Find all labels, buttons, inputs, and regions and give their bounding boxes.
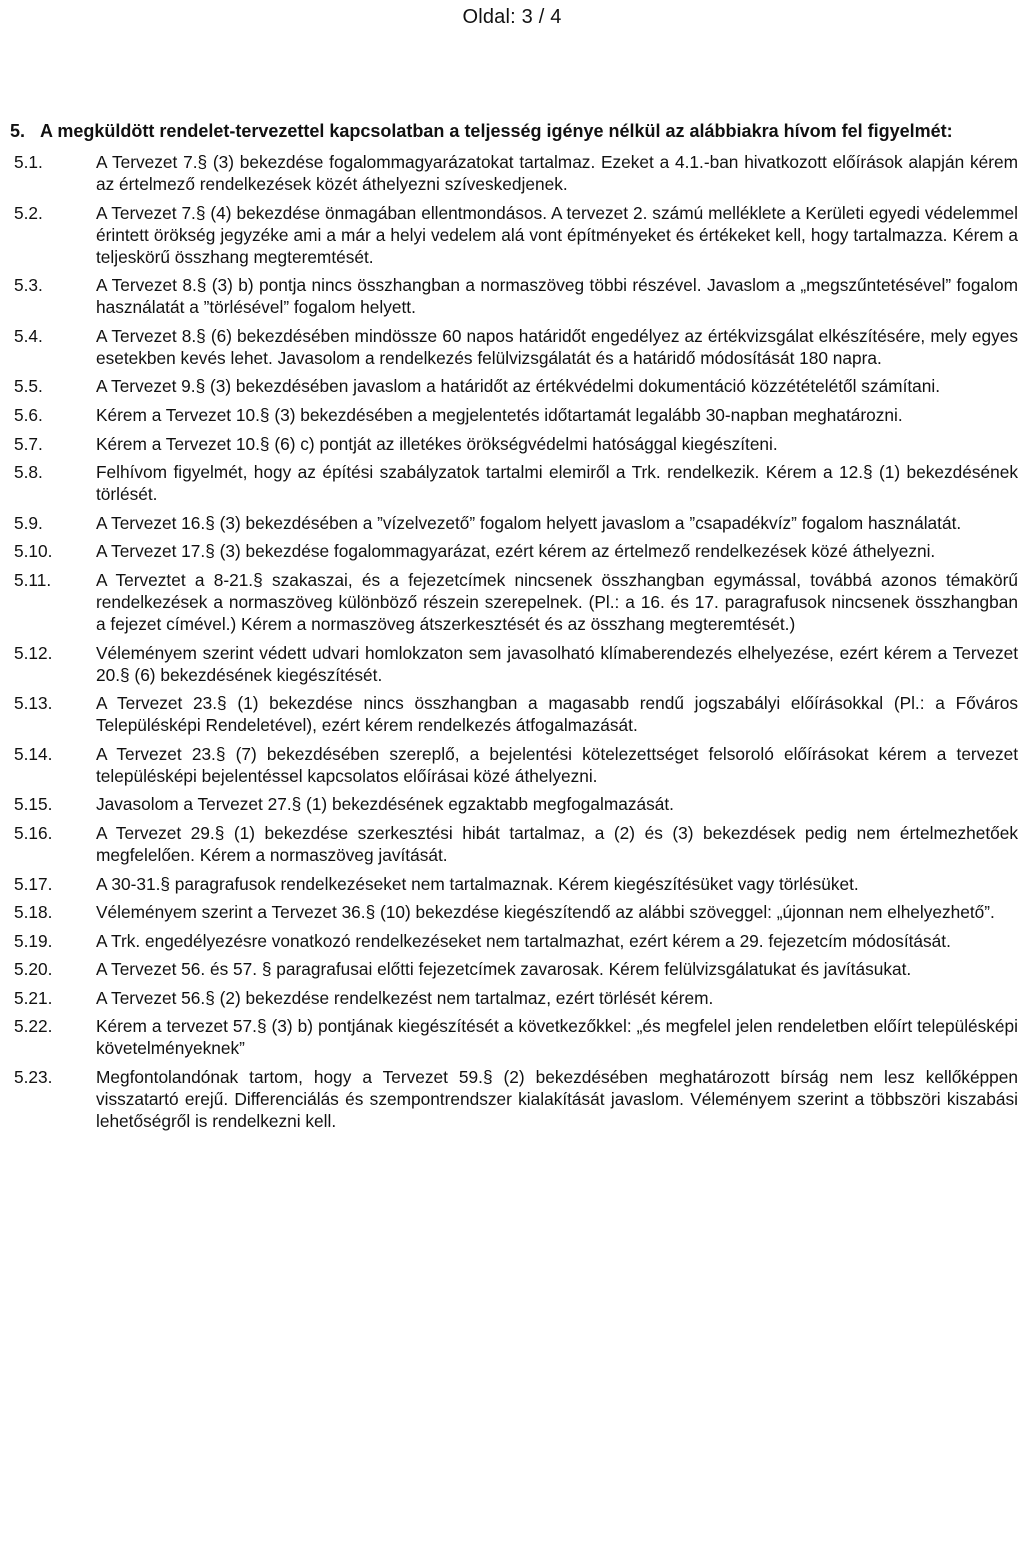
item-text: Kérem a Tervezet 10.§ (6) c) pontját az illetékes örökségvédelmi hatósággal kiegészíteni. xyxy=(96,433,778,454)
list-item xyxy=(10,873,1018,895)
list-item xyxy=(10,692,1018,736)
item-text: A Tervezet 23.§ (1) bekezdése nincs összhangban a magasabb rendű jogszabályi előírásokkal (Pl.: a Főváros Településképi Rendeletével), ezért kérem rendelkezés átfogalmazását. xyxy=(96,693,1018,736)
list-item xyxy=(10,404,1018,426)
item-number: 5.7. xyxy=(14,433,43,454)
comment-list xyxy=(10,151,1018,1132)
item-number: 5.17. xyxy=(14,873,53,894)
item-text: A Tervezet 9.§ (3) bekezdésében javaslom a határidőt az értékvédelmi dokumentáció közzétételétől számítani. xyxy=(96,376,941,397)
list-item xyxy=(10,461,1018,505)
item-text: Véleményem szerint védett udvari homlokzaton sem javasolható klímaberendezés elhelyezése, ezért kérem a Tervezet 20.§ (6) bekezdésének kiegészítését. xyxy=(96,642,1018,685)
list-item xyxy=(10,569,1018,635)
page-number: Oldal: 3 / 4 xyxy=(462,6,562,28)
item-text: Kérem a tervezet 57.§ (3) b) pontjának kiegészítését a következőkkel: „és megfelel jelen rendeletben előírt településképi követelményeknek” xyxy=(96,1016,1018,1059)
list-item xyxy=(10,642,1018,686)
list-item xyxy=(10,325,1018,369)
list-item xyxy=(10,202,1018,268)
list-item xyxy=(10,743,1018,787)
item-number: 5.13. xyxy=(14,693,53,714)
item-text: A 30-31.§ paragrafusok rendelkezéseket nem tartalmaznak. Kérem kiegészítésüket vagy törlésüket. xyxy=(96,873,859,894)
list-item xyxy=(10,375,1018,397)
item-text: Felhívom figyelmét, hogy az építési szabályzatok tartalmi elemiről a Trk. rendelkezik. Kérem a 12.§ (1) bekezdésének törlését. xyxy=(96,462,1018,505)
section-title: A megküldött rendelet-tervezettel kapcsolatban a teljesség igénye nélkül az alábbiakra hívom fel figyelmét: xyxy=(40,121,953,141)
item-text: A Tervezet 8.§ (3) b) pontja nincs összhangban a normaszöveg többi részével. Javaslom a „megszűntetésével” fogalom használatát a ”törlésével” fogalom helyett. xyxy=(96,275,1018,318)
item-text: A Tervezet 7.§ (3) bekezdése fogalommagyarázatokat tartalmaz. Ezeket a 4.1.-ban hivatkozott előírások alapján kérem az értelmező rendelkezések közét áthelyezni szíveskedjenek. xyxy=(96,152,1018,194)
item-text: A Tervezet 56. és 57. § paragrafusai előtti fejezetcímek zavarosak. Kérem felülvizsgálatukat és javításukat. xyxy=(96,959,912,980)
list-item xyxy=(10,822,1018,866)
list-item xyxy=(10,540,1018,562)
list-item xyxy=(10,901,1018,923)
item-number: 5.9. xyxy=(14,512,43,533)
item-text: A Tervezet 17.§ (3) bekezdése fogalommagyarázat, ezért kérem az értelmező rendelkezések közé áthelyezni. xyxy=(96,541,936,562)
section-heading xyxy=(10,119,1018,143)
item-text: A Tervezet 56.§ (2) bekezdése rendelkezést nem tartalmaz, ezért törlését kérem. xyxy=(96,987,714,1008)
item-number: 5.22. xyxy=(14,1016,53,1037)
list-item xyxy=(10,958,1018,980)
item-text: A Tervezet 23.§ (7) bekezdésében szereplő, a bejelentési kötelezettséget felsoroló előírásokat kérem a tervezet településképi bejelentéssel kapcsolatos előírásai közé áthelyezni. xyxy=(96,743,1018,786)
list-item xyxy=(10,987,1018,1009)
item-number: 5.19. xyxy=(14,930,53,951)
item-text: A Tervezet 8.§ (6) bekezdésében mindössze 60 napos határidőt engedélyez az értékvizsgálat elkészítésére, mely egyes esetekben kevés lehet. Javasolom a rendelkezés felülvizsgálatát és a határidő módosítását 180 napra. xyxy=(96,325,1018,368)
item-number: 5.10. xyxy=(14,541,53,562)
list-item xyxy=(10,512,1018,534)
list-item xyxy=(10,433,1018,455)
item-number: 5.5. xyxy=(14,376,43,397)
item-number: 5.6. xyxy=(14,404,43,425)
list-item xyxy=(10,274,1018,318)
list-item xyxy=(10,151,1018,195)
item-number: 5.15. xyxy=(14,794,53,815)
list-item xyxy=(10,1015,1018,1059)
list-item xyxy=(10,930,1018,952)
item-number: 5.2. xyxy=(14,202,43,223)
item-number: 5.18. xyxy=(14,902,53,923)
item-text: A Terveztet a 8-21.§ szakaszai, és a fejezetcímek nincsenek összhangban egymással, továbbá azonos témakörű rendelkezések a normaszöveg különböző részein szerepelnek. (Pl.: a 16. és 17. paragrafusok nincsenek összhangban a fejezet címével.) Kérem a normaszöveg átszerkesztését és az összhang megteremtését.) xyxy=(96,569,1018,634)
item-number: 5.20. xyxy=(14,959,53,980)
item-number: 5.12. xyxy=(14,642,53,663)
item-number: 5.23. xyxy=(14,1067,53,1088)
item-number: 5.3. xyxy=(14,275,43,296)
item-number: 5.4. xyxy=(14,325,43,346)
item-number: 5.1. xyxy=(14,152,43,172)
item-number: 5.21. xyxy=(14,987,53,1008)
item-text: Megfontolandónak tartom, hogy a Tervezet 59.§ (2) bekezdésében meghatározott bírság nem lesz kellőképpen visszatartó erejű. Differenciálás és szempontrendszer kialakítását javaslom. Véleményem szerint a többszöri kiszabási lehetőségről is rendelkezni kell. xyxy=(96,1067,1018,1132)
item-number: 5.8. xyxy=(14,462,43,483)
list-item xyxy=(10,1066,1018,1132)
comments-section xyxy=(10,119,1018,1139)
item-number: 5.16. xyxy=(14,822,53,843)
item-text: A Tervezet 7.§ (4) bekezdése önmagában ellentmondásos. A tervezet 2. számú melléklete a Kerületi egyedi védelemmel érintett örökség jegyzéke ami a már a helyi vedelem alá vont építményeket és értékeket kell, hogy tartalmazza. Kérem a teljeskörű összhang megteremtését. xyxy=(96,202,1018,267)
item-text: A Tervezet 29.§ (1) bekezdése szerkesztési hibát tartalmaz, a (2) és (3) bekezdések pedig nem értelmezhetőek megfelelően. Kérem a normaszöveg javítását. xyxy=(96,822,1018,865)
list-item xyxy=(10,793,1018,815)
item-number: 5.14. xyxy=(14,743,53,764)
section-number: 5. xyxy=(10,121,26,141)
item-text: Véleményem szerint a Tervezet 36.§ (10) bekezdése kiegészítendő az alábbi szöveggel: „újonnan nem elhelyezhető”. xyxy=(96,902,995,923)
item-number: 5.11. xyxy=(14,569,52,590)
item-text: A Tervezet 16.§ (3) bekezdésében a ”vízelvezető” fogalom helyett javaslom a ”csapadékvíz” fogalom használatát. xyxy=(96,512,962,533)
item-text: Kérem a Tervezet 10.§ (3) bekezdésében a megjelentetés időtartamát legalább 30-napban meghatározni. xyxy=(96,404,903,425)
item-text: A Trk. engedélyezésre vonatkozó rendelkezéseket nem tartalmazhat, ezért kérem a 29. fejezetcím módosítását. xyxy=(96,930,951,951)
item-text: Javasolom a Tervezet 27.§ (1) bekezdésének egzaktabb megfogalmazását. xyxy=(96,794,674,815)
